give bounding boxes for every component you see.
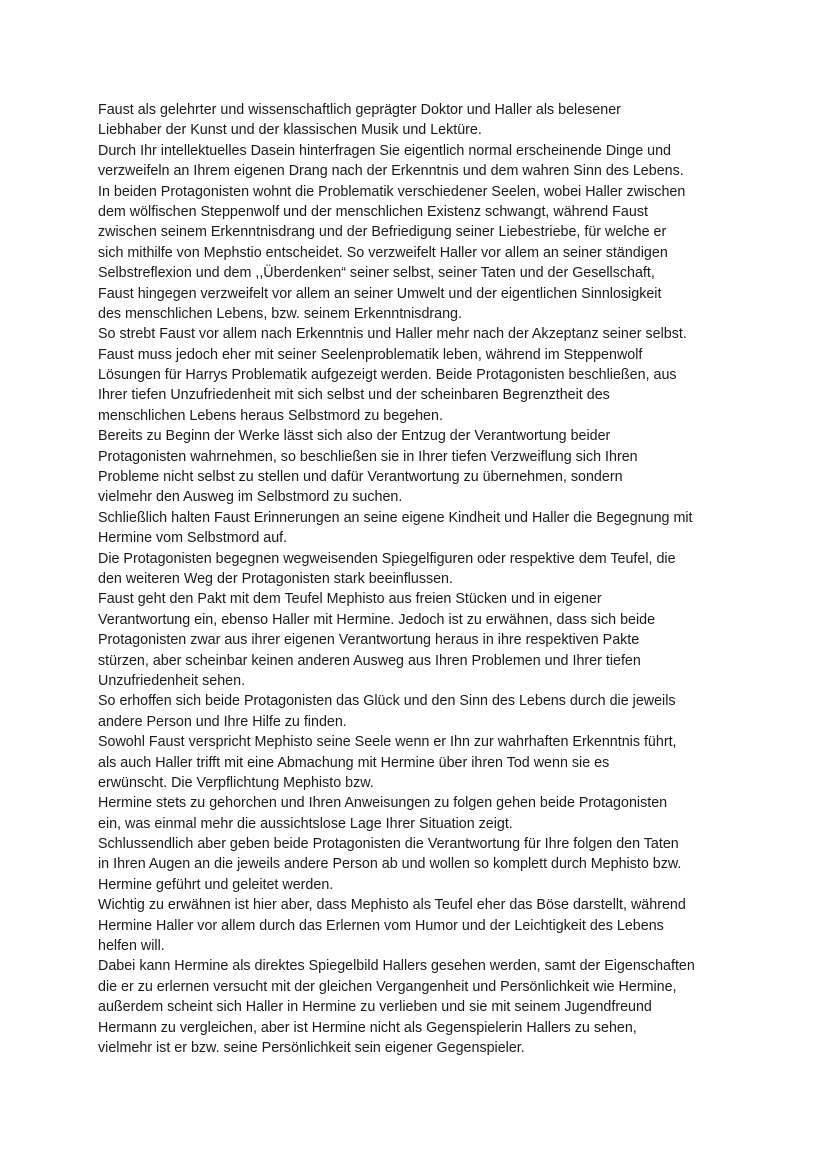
text-line: vielmehr ist er bzw. seine Persönlichkeit sein eigener Gegenspieler.	[98, 1039, 525, 1056]
text-line: Wichtig zu erwähnen ist hier aber, dass Mephisto als Teufel eher das Böse darstellt, während	[98, 897, 686, 914]
text-line: zwischen seinem Erkenntnisdrang und der Befriedigung seiner Liebestriebe, für welche er	[98, 224, 667, 241]
text-line: Faust hingegen verzweifelt vor allem an seiner Umwelt und der eigentlichen Sinnlosigkeit	[98, 285, 662, 302]
text-line: menschlichen Lebens heraus Selbstmord zu begehen.	[98, 407, 443, 424]
text-line: Hermine stets zu gehorchen und Ihren Anweisungen zu folgen gehen beide Protagonisten	[98, 795, 668, 812]
text-line: Sowohl Faust verspricht Mephisto seine Seele wenn er Ihn zur wahrhaften Erkenntnis führt,	[98, 734, 677, 751]
text-line: Hermann zu vergleichen, aber ist Hermine nicht als Gegenspielerin Hallers zu sehen,	[98, 1019, 637, 1036]
text-line: Unzufriedenheit sehen.	[98, 672, 246, 689]
text-line: Dabei kann Hermine als direktes Spiegelbild Hallers gesehen werden, samt der Eigenschaften	[98, 958, 695, 975]
text-line: Selbstreflexion und dem ,,Überdenken“ seiner selbst, seiner Taten und der Gesellschaft,	[98, 265, 655, 282]
text-line: stürzen, aber scheinbar keinen anderen Ausweg aus Ihren Problemen und Ihrer tiefen	[98, 652, 641, 669]
text-line: den weiteren Weg der Protagonisten stark beeinflussen.	[98, 570, 453, 587]
text-line: Probleme nicht selbst zu stellen und dafür Verantwortung zu übernehmen, sondern	[98, 469, 623, 486]
text-line: vielmehr den Ausweg im Selbstmord zu suchen.	[98, 489, 403, 506]
text-line: Faust muss jedoch eher mit seiner Seelenproblematik leben, während im Steppenwolf	[98, 346, 643, 363]
text-line: in Ihren Augen an die jeweils andere Person ab und wollen so komplett durch Mephisto bzw.	[98, 856, 682, 873]
text-line: Ihrer tiefen Unzufriedenheit mit sich selbst und der scheinbaren Begrenztheit des	[98, 387, 610, 404]
text-line: In beiden Protagonisten wohnt die Problematik verschiedener Seelen, wobei Haller zwischen	[98, 183, 686, 200]
text-line: verzweifeln an Ihrem eigenen Drang nach der Erkenntnis und dem wahren Sinn des Lebens.	[98, 163, 684, 180]
text-line: ein, was einmal mehr die aussichtslose Lage Ihrer Situation zeigt.	[98, 815, 513, 832]
text-line: Lösungen für Harrys Problematik aufgezeigt werden. Beide Protagonisten beschließen, aus	[98, 367, 677, 384]
essay-body	[98, 100, 748, 1058]
text-line: Durch Ihr intellektuelles Dasein hinterfragen Sie eigentlich normal erscheinende Dinge und	[98, 142, 671, 159]
text-line: dem wölfischen Steppenwolf und der menschlichen Existenz schwangt, während Faust	[98, 203, 648, 220]
text-line: als auch Haller trifft mit eine Abmachung mit Hermine über ihren Tod wenn sie es	[98, 754, 610, 771]
text-line: So strebt Faust vor allem nach Erkenntnis und Haller mehr nach der Akzeptanz seiner selbst.	[98, 326, 687, 343]
text-line: Faust als gelehrter und wissenschaftlich geprägter Doktor und Haller als belesener	[98, 102, 621, 118]
text-line: des menschlichen Lebens, bzw. seinem Erkenntnisdrang.	[98, 305, 462, 322]
text-line: Schließlich halten Faust Erinnerungen an seine eigene Kindheit und Haller die Begegnung mit	[98, 509, 693, 526]
text-line: außerdem scheint sich Haller in Hermine zu verlieben und sie mit seinem Jugendfreund	[98, 999, 652, 1016]
text-line: Hermine geführt und geleitet werden.	[98, 876, 334, 893]
text-line: Hermine vom Selbstmord auf.	[98, 530, 288, 547]
text-line: die er zu erlernen versucht mit der gleichen Vergangenheit und Persönlichkeit wie Hermine,	[98, 978, 677, 995]
text-line: Bereits zu Beginn der Werke lässt sich also der Entzug der Verantwortung beider	[98, 428, 611, 445]
text-line: Liebhaber der Kunst und der klassischen Musik und Lektüre.	[98, 122, 482, 139]
text-line: erwünscht. Die Verpflichtung Mephisto bzw.	[98, 774, 374, 791]
text-line: sich mithilfe von Mephstio entscheidet. So verzweifelt Haller vor allem an seiner ständigen	[98, 244, 668, 261]
text-line: Verantwortung ein, ebenso Haller mit Hermine. Jedoch ist zu erwähnen, dass sich beide	[98, 611, 656, 628]
text-line: Protagonisten zwar aus ihrer eigenen Verantwortung heraus in ihre respektiven Pakte	[98, 632, 640, 649]
text-line: Die Protagonisten begegnen wegweisenden Spiegelfiguren oder respektive dem Teufel, die	[98, 550, 676, 567]
text-line: Faust geht den Pakt mit dem Teufel Mephisto aus freien Stücken und in eigener	[98, 591, 602, 608]
text-line: Protagonisten wahrnehmen, so beschließen sie in Ihrer tiefen Verzweiflung sich Ihren	[98, 448, 638, 465]
text-line: andere Person und Ihre Hilfe zu finden.	[98, 713, 347, 730]
text-line: Hermine Haller vor allem durch das Erlernen vom Humor und der Leichtigkeit des Lebens	[98, 917, 664, 934]
text-line: Schlussendlich aber geben beide Protagonisten die Verantwortung für Ihre folgen den Taten	[98, 836, 679, 853]
text-line: helfen will.	[98, 938, 165, 955]
text-line: So erhoffen sich beide Protagonisten das Glück und den Sinn des Lebens durch die jeweils	[98, 693, 676, 710]
